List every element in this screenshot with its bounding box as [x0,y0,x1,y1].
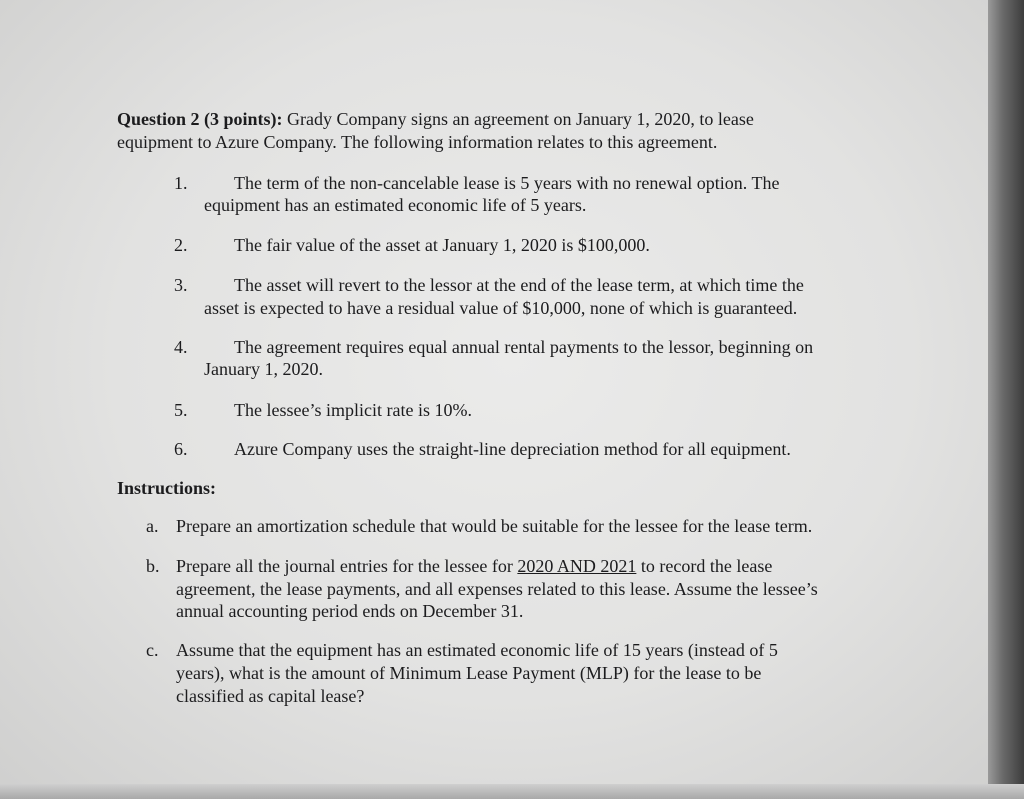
instruction-text-line1 [176,555,772,578]
item-number: 2. [174,235,188,255]
item-text: equipment has an estimated economic life of 5 years. [204,195,587,215]
item-text: The asset will revert to the lessor at the end of the lease term, at which time the [234,275,804,295]
instruction-text: Prepare all the journal entries for the lessee for [176,556,518,576]
item-text: January 1, 2020. [204,359,323,379]
instructions-heading: Instructions: [117,478,217,498]
background-edge [988,0,1024,799]
item-text: asset is expected to have a residual value of $10,000, none of which is guaranteed. [204,298,798,318]
instruction-text: Prepare an amortization schedule that would be suitable for the lessee for the lease term. [176,516,813,536]
question-intro-text: Grady Company signs an agreement on January 1, 2020, to lease [287,109,754,129]
instruction-text: classified as capital lease? [176,686,365,706]
item-text: The lessee’s implicit rate is 10%. [234,400,472,420]
question-intro-line1 [117,108,754,131]
question-heading: Question 2 (3 points): [117,109,283,129]
question-intro-line2: equipment to Azure Company. The following information relates to this agreement. [117,132,718,152]
item-text: Azure Company uses the straight-line depreciation method for all equipment. [234,439,791,459]
item-number: 4. [174,337,188,357]
instruction-text: annual accounting period ends on December 31. [176,601,524,621]
item-number: 1. [174,173,188,193]
item-text: The fair value of the asset at January 1, 2020 is $100,000. [234,235,650,255]
instruction-text: years), what is the amount of Minimum Lease Payment (MLP) for the lease to be [176,663,762,683]
underlined-years: 2020 AND 2021 [517,556,637,576]
instruction-text: to record the lease [636,556,773,576]
instruction-letter: a. [146,516,159,536]
instruction-letter: c. [146,640,159,660]
item-number: 3. [174,275,188,295]
item-number: 5. [174,400,188,420]
instruction-text: agreement, the lease payments, and all expenses related to this lease. Assume the lessee’s [176,579,818,599]
item-number: 6. [174,439,188,459]
item-text: The term of the non-cancelable lease is 5 years with no renewal option. The [234,173,780,193]
instruction-letter: b. [146,556,160,576]
item-text: The agreement requires equal annual rental payments to the lessor, beginning on [234,337,814,357]
instruction-text: Assume that the equipment has an estimated economic life of 15 years (instead of 5 [176,640,778,660]
